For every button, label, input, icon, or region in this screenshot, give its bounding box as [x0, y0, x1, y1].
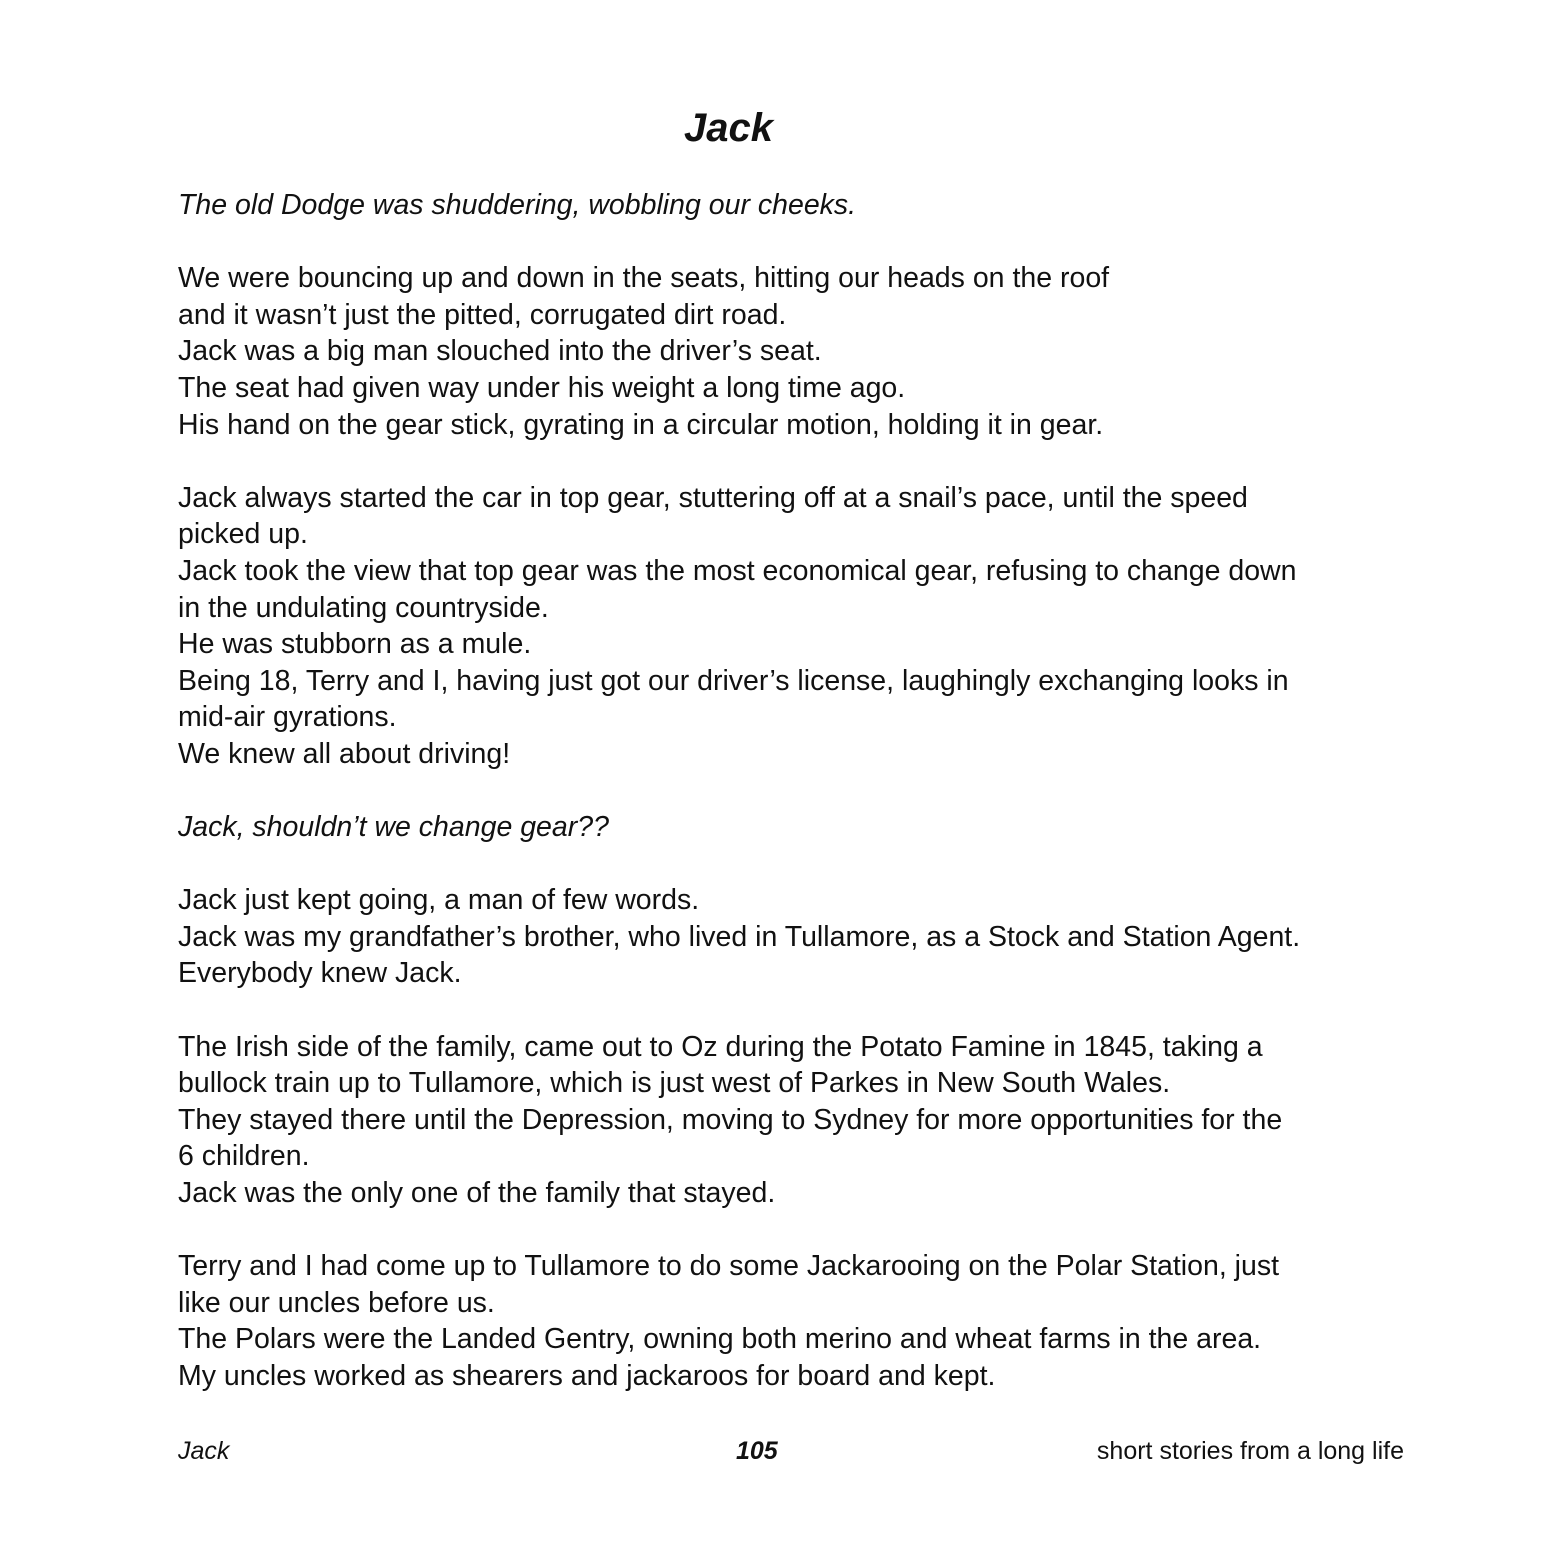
footer-page-number: 105	[736, 1437, 778, 1465]
text-line: picked up.	[178, 518, 308, 551]
text-line: Jack was the only one of the family that stayed.	[178, 1177, 776, 1210]
text-line: mid-air gyrations.	[178, 701, 397, 734]
text-line: Jack, shouldn’t we change gear??	[178, 811, 609, 844]
paragraph	[178, 260, 1408, 443]
text-line: Jack just kept going, a man of few words.	[178, 884, 700, 917]
text-line: and it wasn’t just the pitted, corrugated dirt road.	[178, 298, 787, 331]
text-line: Jack always started the car in top gear, stuttering off at a snail’s pace, until the speed	[178, 481, 1248, 514]
text-line: Jack was my grandfather’s brother, who lived in Tullamore, as a Stock and Station Agent.	[178, 920, 1301, 953]
text-line: in the undulating countryside.	[178, 591, 549, 624]
text-line: The Irish side of the family, came out to Oz during the Potato Famine in 1845, taking a	[178, 1030, 1263, 1063]
page-footer	[178, 1433, 1404, 1469]
page-title: Jack	[684, 106, 773, 150]
footer-book-title: short stories from a long life	[1096, 1437, 1404, 1465]
paragraph	[178, 1248, 1408, 1394]
text-line: We knew all about driving!	[178, 737, 511, 770]
text-line: The Polars were the Landed Gentry, owning both merino and wheat farms in the area.	[178, 1323, 1262, 1356]
text-line: like our uncles before us.	[178, 1286, 495, 1319]
text-line: 6 children.	[178, 1140, 310, 1173]
text-line: His hand on the gear stick, gyrating in a circular motion, holding it in gear.	[178, 408, 1104, 441]
text-line: Everybody knew Jack.	[178, 957, 462, 990]
paragraph	[178, 1029, 1408, 1212]
text-line: Jack was a big man slouched into the driver’s seat.	[178, 335, 822, 368]
text-line: The old Dodge was shuddering, wobbling our cheeks.	[178, 189, 857, 221]
text-line: bullock train up to Tullamore, which is just west of Parkes in New South Wales.	[178, 1067, 1171, 1100]
story-body	[178, 187, 1408, 1395]
text-line: We were bouncing up and down in the seats, hitting our heads on the roof	[178, 262, 1110, 295]
text-line: Being 18, Terry and I, having just got our driver’s license, laughingly exchanging looks in	[178, 664, 1289, 697]
text-line: They stayed there until the Depression, moving to Sydney for more opportunities for the	[178, 1103, 1283, 1136]
text-line: He was stubborn as a mule.	[178, 628, 532, 661]
text-line: Terry and I had come up to Tullamore to do some Jackarooing on the Polar Station, just	[178, 1250, 1280, 1283]
paragraph	[178, 480, 1408, 773]
footer-chapter-title: Jack	[178, 1437, 230, 1465]
text-line: My uncles worked as shearers and jackaroos for board and kept.	[178, 1360, 996, 1392]
paragraph	[178, 882, 1408, 992]
text-line: Jack took the view that top gear was the most economical gear, refusing to change down	[178, 554, 1297, 587]
text-line: The seat had given way under his weight a long time ago.	[178, 371, 906, 404]
paragraph	[178, 187, 1408, 224]
paragraph	[178, 809, 1408, 846]
